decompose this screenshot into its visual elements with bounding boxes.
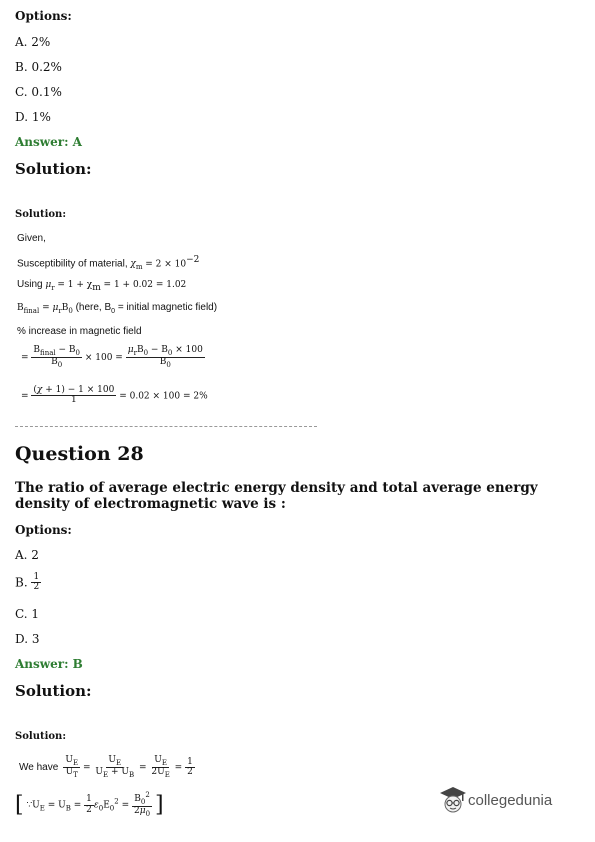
option-b-den: 2 [33, 582, 40, 593]
given-text: Given, [17, 233, 46, 244]
ratio-equation: We have $\frac{U_E}{U_T}$ = $\frac{U_E}{U_E + U_B}$ = $\frac{U_E}{2U_E}$ = $\frac{1}{2}$ [19, 754, 193, 779]
equation-line-1: = $\frac{B_{final} - B_0}{B_0}$ × 100 = $\frac{\mu_rB_0 - B_0 \times 100}{B_0}$ [21, 345, 203, 369]
bfinal-note: (here, B [75, 302, 112, 313]
solution-heading-q28: Solution: [15, 682, 92, 700]
section-divider [15, 426, 317, 427]
energy-relation: [ $\because U_E = U_B$ = $\frac{1}{2}$ $\varepsilon_0E_0^2$ = $\frac{B_0^2}{2\mu_0}$ ] [15, 791, 164, 818]
bfinal-line: $B_{final} = \mu_rB_0$ (here, $B_0$ = initial magnetic field) [17, 302, 218, 315]
option-b-q27: B. 0.2% [15, 60, 62, 74]
graduate-mascot-icon [438, 785, 468, 815]
option-a-q27: A. 2% [15, 35, 51, 49]
question-text-28: The ratio of average electric energy density and total average energy density of electromagnetic wave is : [15, 480, 538, 512]
equation-line-2: = $\frac{(\chi + 1) - 1 \times 100}{1}$ = 0.02 × 100 = 2% [21, 385, 208, 406]
answer-q27: Answer: A [15, 135, 82, 149]
susceptibility-line: Susceptibility of material, $\chi_m = 2 \times 10^{-2}$ [17, 255, 200, 272]
half-den: 2 [187, 767, 193, 777]
option-a-q28: A. 2 [15, 548, 39, 562]
options-label-q27: Options: [15, 9, 72, 23]
using-text: Using [17, 279, 43, 290]
susceptibility-text: Susceptibility of material, [17, 258, 128, 270]
collegedunia-logo [438, 785, 552, 815]
options-label-q28: Options: [15, 523, 72, 537]
half-num: 1 [187, 756, 193, 767]
solution-label-q28: Solution: [15, 731, 67, 742]
collegedunia-logo-text: collegedunia [468, 791, 553, 809]
susceptibility-eq: = 2 × 10 [145, 259, 187, 270]
answer-q28: Answer: B [15, 657, 83, 671]
option-b-num: 1 [33, 572, 40, 582]
option-d-q27: D. 1% [15, 110, 51, 124]
option-b-q28 [15, 573, 41, 593]
using-eq: = 1 + χ [57, 280, 93, 290]
solution-label-q27: Solution: [15, 209, 67, 220]
solution-heading-q27: Solution: [15, 160, 92, 178]
we-have-text: We have [19, 762, 59, 773]
option-b-label: B. [15, 575, 28, 590]
question-title-28: Question 28 [15, 443, 144, 465]
susceptibility-exp: −2 [186, 255, 200, 265]
bfinal-note-tail: = initial magnetic field) [117, 302, 218, 313]
equation-line-1-mid: × 100 = [84, 353, 123, 364]
equation-line-2-tail: = 0.02 × 100 = 2% [119, 391, 208, 402]
option-c-q27: C. 0.1% [15, 85, 62, 99]
using-eq-tail: = 1 + 0.02 = 1.02 [103, 280, 187, 290]
option-d-q28: D. 3 [15, 632, 40, 646]
using-line: Using $\mu_r = 1 + \chi_m = 1 + 0.02 = 1.02$ [17, 279, 187, 293]
percent-increase-text: % increase in magnetic field [17, 326, 142, 337]
option-c-q28: C. 1 [15, 607, 40, 621]
